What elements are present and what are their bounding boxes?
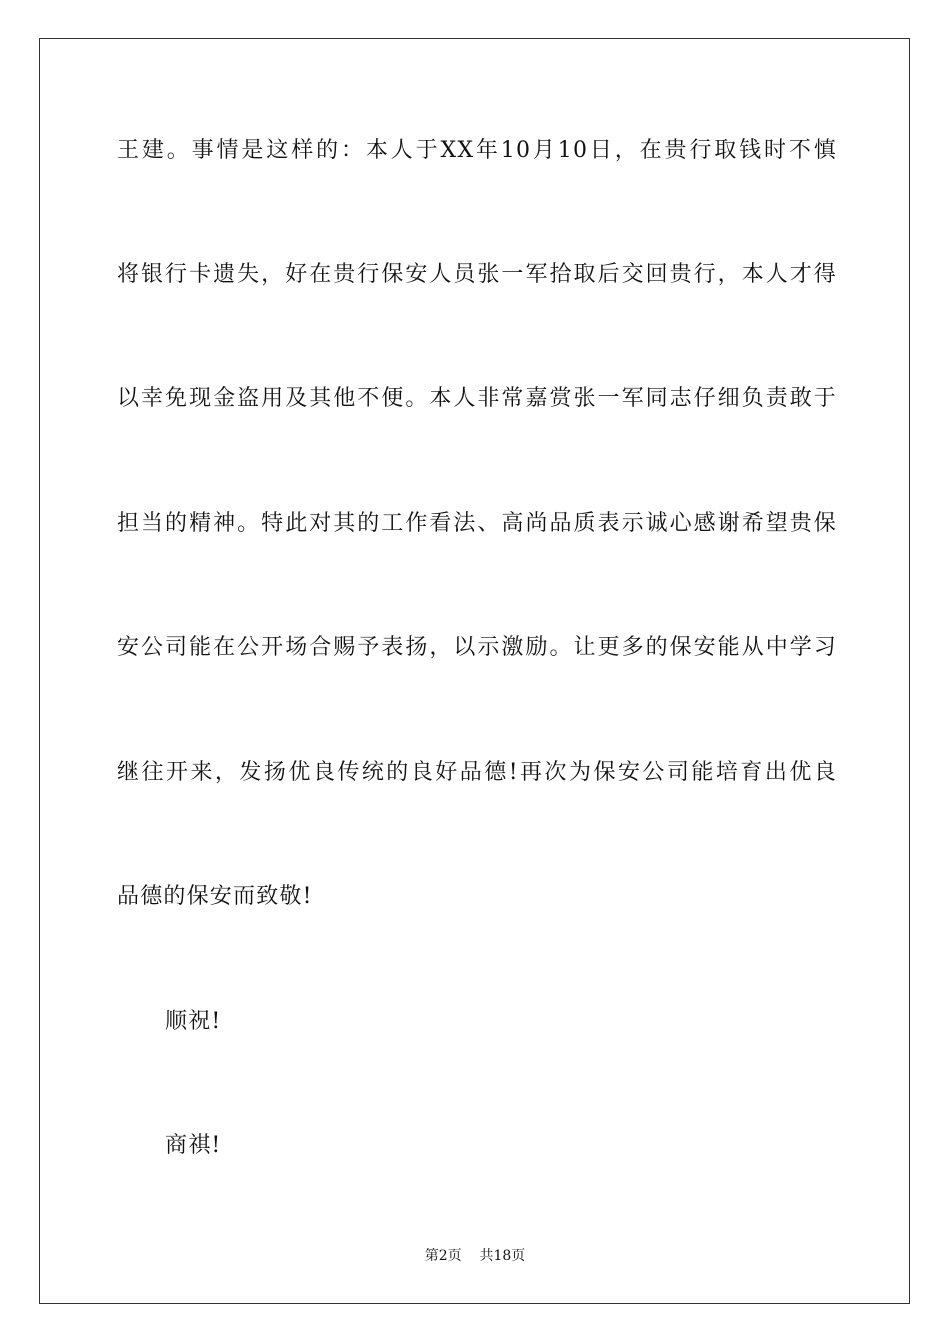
body-text-line-1: 王建。事情是这样的：本人于XX年10月10日，在贵行取钱时不慎 — [117, 138, 837, 163]
closing-greeting: 顺祝! — [165, 1009, 222, 1034]
page-border — [39, 38, 910, 1304]
body-text-line-7: 品德的保安而致敬! — [117, 884, 313, 909]
body-text-line-5: 安公司能在公开场合赐予表扬，以示激励。让更多的保安能从中学习 — [117, 635, 837, 660]
body-text-line-4: 担当的精神。特此对其的工作看法、高尚品质表示诚心感谢希望贵保 — [117, 511, 837, 536]
body-text-line-6: 继往开来，发扬优良传统的良好品德!再次为保安公司能培育出优良 — [117, 760, 837, 785]
body-text-line-2: 将银行卡遗失，好在贵行保安人员张一军拾取后交回贵行，本人才得 — [117, 262, 837, 287]
closing-wish: 商祺! — [165, 1133, 222, 1158]
page-number-footer: 第2页 共18页 — [424, 1248, 526, 1264]
body-text-line-3: 以幸免现金盗用及其他不便。本人非常嘉赏张一军同志仔细负责敢于 — [117, 386, 837, 411]
